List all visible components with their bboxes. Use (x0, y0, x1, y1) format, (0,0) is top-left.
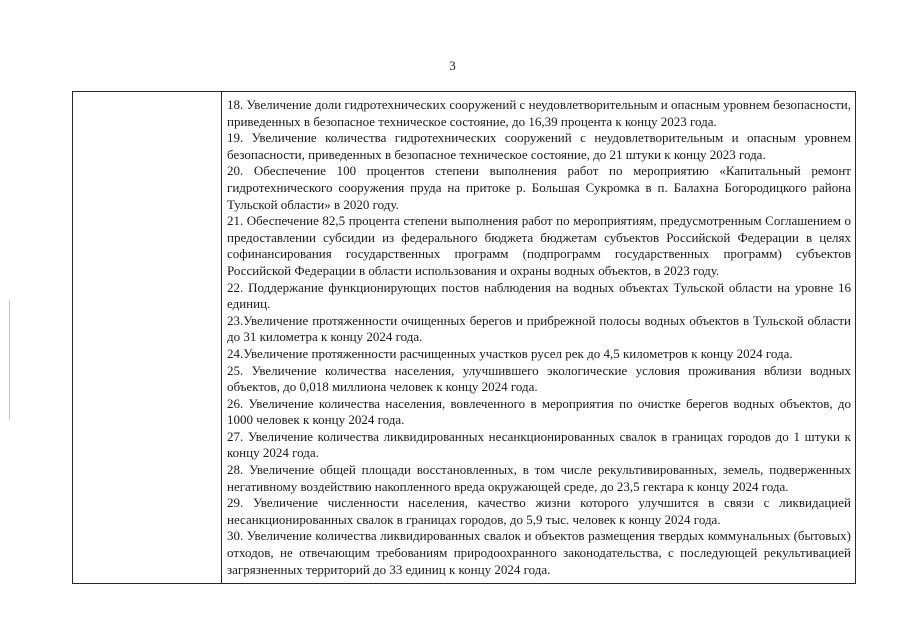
list-item: 22. Поддержание функционирующих постов наблюдения на водных объектах Тульской области на уровне 16 единиц. (227, 279, 851, 312)
list-item: 29. Увеличение численности населения, качество жизни которого улучшится в связи с ликвидацией несанкционированных свалок в границах городов, до 5,9 тыс. человек к концу 2024 года. (227, 495, 851, 527)
page-number: 3 (449, 58, 456, 73)
list-item: 24.Увеличение протяженности расчищенных участков русел рек до 4,5 километров к концу 2024 года. (227, 345, 793, 361)
list-item: 20. Обеспечение 100 процентов степени выполнения работ по мероприятию «Капитальный ремонт гидротехнического сооружения пруда на притоке р. Большая Сукромка в п. Балахна Богородицкого района Тульской области» в 2020 году. (227, 163, 851, 212)
list-item: 27. Увеличение количества ликвидированных несанкционированных свалок в границах городов до 1 штуки к концу 2024 года. (227, 428, 851, 461)
list-item: 25. Увеличение количества населения, улучшившего экологические условия проживания вблизи водных объектов, до 0,018 миллиона человек к концу 2024 года. (227, 362, 851, 395)
list-item: 28. Увеличение общей площади восстановленных, в том числе рекультивированных, земель, подверженных негативному воздействию накопленного вреда окружающей среде, до 23,5 гектара к концу 2024 года. (227, 462, 851, 494)
list-item: 19. Увеличение количества гидротехнических сооружений с неудовлетворительным и опасным уровнем безопасности, приведенных в безопасное техническое состояние, до 21 штуки к концу 2023 года. (227, 130, 851, 162)
list-item: 30. Увеличение количества ликвидированных свалок и объектов размещения твердых коммунальных (бытовых) отходов, не отвечающим требованиям природоохранного законодательства, с последующей рекультивацией загрязненных территорий до 33 единиц к концу 2024 года. (227, 528, 851, 577)
list-item: 26. Увеличение количества населения, вовлеченного в мероприятия по очистке берегов водных объектов, до 1000 человек к концу 2024 года. (227, 395, 851, 428)
list-item: 23.Увеличение протяженности очищенных берегов и прибрежной полосы водных объектов в Тульской области до 31 километра к концу 2024 года. (227, 312, 851, 345)
list-item: 21. Обеспечение 82,5 процента степени выполнения работ по мероприятиям, предусмотренным Соглашением о предоставлении субсидии из федерального бюджета бюджетам субъектов Российской Федерации в целях софинансирования государственных программ (подпрограмм государственных программ) субъектов Российской Федерации в области использования и охраны водных объектов, в 2023 году. (227, 213, 851, 278)
table-right-cell (222, 92, 855, 583)
left-margin-mark (9, 300, 10, 420)
document-table (72, 91, 856, 584)
list-item: 18. Увеличение доли гидротехнических сооружений с неудовлетворительным и опасным уровнем безопасности, приведенных в безопасное техническое состояние, до 16,39 процента к концу 2023 года. (227, 97, 851, 129)
table-left-cell (73, 92, 222, 583)
